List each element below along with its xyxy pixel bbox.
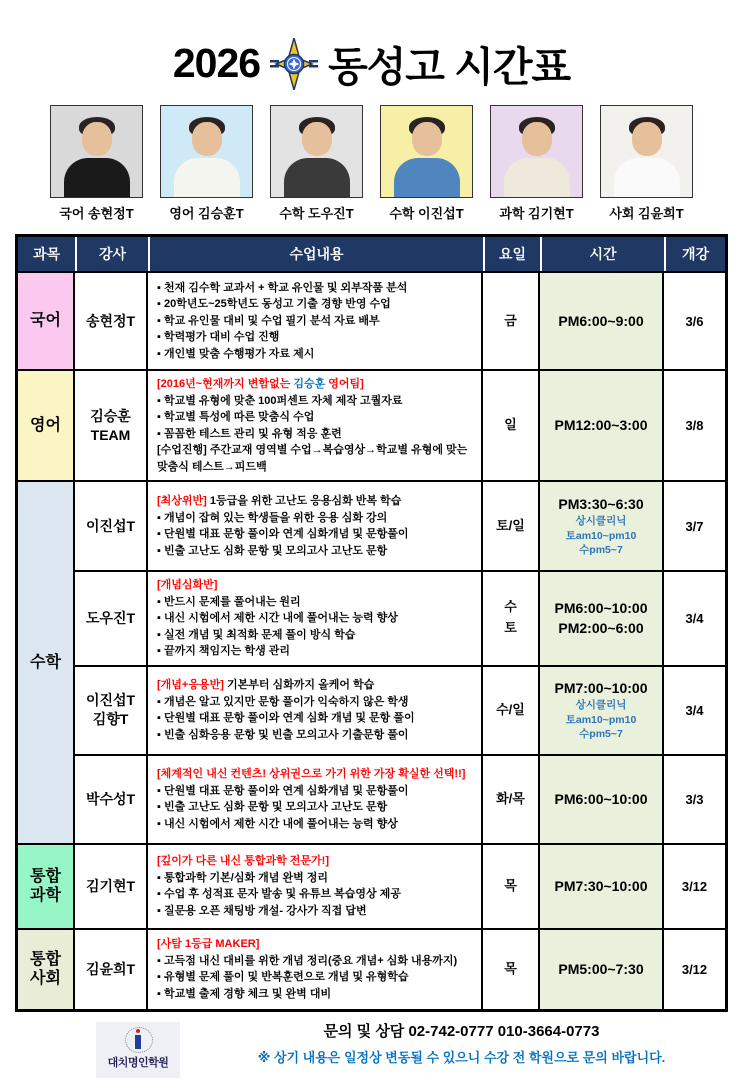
time-cell: PM12:00~3:00 <box>540 371 664 480</box>
day-cell: 일 <box>483 371 540 480</box>
content-cell: [2016년~현재까지 변함없는 김승훈 영어팀] ▪ 학교별 유형에 맞춘 100퍼센트 자체 제작 고퀄자료 ▪ 학교별 특성에 따른 맞춤식 수업 ▪ 꼼꼼한 테스트 관리 및 유형 적응 훈련 [수업진행] 주간교재 영역별 수업→복습영상→학교별 유형에 맞는 맞춤식 테스트→피드백 <box>148 371 483 480</box>
teacher-photo <box>160 105 253 198</box>
header-cell-teacher: 강사 <box>75 237 148 271</box>
academy-logo <box>96 1022 180 1078</box>
start-date-cell: 3/4 <box>685 610 704 626</box>
subject-cell: 영어 <box>18 371 75 480</box>
day-cell: 목 <box>483 930 540 1009</box>
teacher-caption: 사회 김윤희T <box>609 206 684 221</box>
page-title <box>0 34 743 93</box>
header-cell-content: 수업내용 <box>148 237 483 271</box>
timetable <box>15 234 728 1012</box>
table-row <box>75 845 725 928</box>
table-header <box>18 237 725 271</box>
content-cell: [체계적인 내신 컨텐츠! 상위권으로 가기 위한 가장 확실한 선택!!] ▪ 단원별 대표 문항 풀이와 연계 심화개념 및 문항풀이 ▪ 빈출 고난도 심화 문항 및 모의고사 고난도 문항 ▪ 내신 시험에서 제한 시간 내에 풀어내는 능력 향상 <box>148 756 483 843</box>
teacher-cell: 이진섭T <box>75 482 148 570</box>
teacher-card <box>160 105 253 222</box>
subject-group-rows <box>75 930 725 1009</box>
face-shape <box>412 122 442 156</box>
subject-group-rows <box>75 371 725 480</box>
teacher-photo <box>380 105 473 198</box>
teacher-photo <box>600 105 693 198</box>
teacher-card <box>380 105 473 222</box>
content-cell: [개념심화반] ▪ 반드시 문제를 풀어내는 원리 ▪ 내신 시험에서 제한 시간 내에 풀어내는 능력 향상 ▪ 실전 개념 및 최적화 문제 풀이 방식 학습 ▪ 끝까지 책임지는 학생 관리 <box>148 572 483 665</box>
teacher-card <box>50 105 143 222</box>
subject-group-rows <box>75 482 725 843</box>
face-shape <box>82 122 112 156</box>
start-date-cell: 3/6 <box>685 313 704 329</box>
time-cell: PM3:30~6:30 상시클리닉 토am10~pm10 수pm5~7 <box>540 482 664 570</box>
teacher-cell: 김승훈 TEAM <box>75 371 148 480</box>
teacher-photos <box>0 105 743 222</box>
content-cell: ▪ 천재 김수학 교과서 + 학교 유인물 및 외부작품 분석 ▪ 20학년도~25학년도 동성고 기출 경향 반영 수업 ▪ 학교 유인물 대비 및 수업 필기 분석 자료 배부 ▪ 학력평가 대비 수업 진행 ▪ 개인별 맞춤 수행평가 자료 제시 <box>148 273 483 369</box>
title-year: 2026 <box>172 40 261 86</box>
subject-cell: 통합 사회 <box>18 930 75 1009</box>
logo-text: 대치명인학원 <box>107 1057 169 1069</box>
content-cell: [개념+응용반] 기본부터 심화까지 올케어 학습 ▪ 개념은 알고 있지만 문항 풀이가 익숙하지 않은 학생 ▪ 단원별 대표 문항 풀이와 연계 심화 개념 및 문항 풀이 ▪ 빈출 심화응용 문항 및 빈출 모의고사 기출문항 풀이 <box>148 667 483 754</box>
table-row <box>75 570 725 665</box>
subject-group-row <box>18 928 725 1009</box>
subject-group-row <box>18 271 725 369</box>
teacher-cell: 이진섭T 김향T <box>75 667 148 754</box>
time-cell: PM5:00~7:30 <box>540 930 664 1009</box>
teacher-cell: 도우진T <box>75 572 148 665</box>
table-row <box>75 665 725 754</box>
time-cell: PM6:00~9:00 <box>540 273 664 369</box>
day-cell: 수/일 <box>483 667 540 754</box>
subject-group-row <box>18 369 725 480</box>
attire-shape <box>394 158 460 198</box>
day-cell: 수 토 <box>483 572 540 665</box>
time-cell: PM7:00~10:00 상시클리닉 토am10~pm10 수pm5~7 <box>540 667 664 754</box>
attire-shape <box>64 158 130 198</box>
subject-group-rows <box>75 273 725 369</box>
logo-emblem-icon <box>125 1029 151 1051</box>
face-shape <box>192 122 222 156</box>
subject-cell: 국어 <box>18 273 75 369</box>
face-shape <box>632 122 662 156</box>
footer <box>0 1020 743 1090</box>
table-row <box>75 273 725 369</box>
subject-cell: 통합 과학 <box>18 845 75 928</box>
day-cell: 토/일 <box>483 482 540 570</box>
teacher-cell: 송현정T <box>75 273 148 369</box>
start-date-cell: 3/8 <box>685 418 704 433</box>
subject-group-row <box>18 480 725 843</box>
table-row <box>75 754 725 843</box>
teacher-caption: 국어 송현정T <box>59 206 134 221</box>
time-cell: PM6:00~10:00 PM2:00~6:00 <box>540 572 664 665</box>
teacher-photo <box>270 105 363 198</box>
start-date-cell: 3/3 <box>685 791 704 807</box>
teacher-caption: 수학 도우진T <box>279 206 354 221</box>
header-cell-start: 개강 <box>664 237 725 271</box>
time-cell: PM6:00~10:00 <box>540 756 664 843</box>
teacher-caption: 과학 김기현T <box>499 206 574 221</box>
content-cell: [깊이가 다른 내신 통합과학 전문가!] ▪ 통합과학 기본/심화 개념 완벽 정리 ▪ 수업 후 성적표 문자 발송 및 유튜브 복습영상 제공 ▪ 질문용 오픈 채팅방 개설- 강사가 직접 답변 <box>148 845 483 928</box>
content-cell: [최상위반] 1등급을 위한 고난도 응용심화 반복 학습 ▪ 개념이 잡혀 있는 학생들을 위한 응용 심화 강의 ▪ 단원별 대표 문항 풀이와 연계 심화개념 및 문항풀이 ▪ 빈출 고난도 심화 문항 및 모의고사 고난도 문항 <box>148 482 483 570</box>
teacher-photo <box>490 105 583 198</box>
day-cell: 화/목 <box>483 756 540 843</box>
notice-line: ※ 상기 내용은 일정상 변동될 수 있으니 수강 전 학원으로 문의 바랍니다. <box>257 1049 666 1065</box>
face-shape <box>302 122 332 156</box>
attire-shape <box>614 158 680 198</box>
header-cell-subject: 과목 <box>32 246 61 262</box>
contact-line: 문의 및 상담 02-742-0777 010-3664-0773 <box>323 1022 600 1040</box>
table-body <box>18 271 725 1009</box>
content-cell: [사탐 1등급 MAKER] ▪ 고득점 내신 대비를 위한 개념 정리(중요 개념+ 심화 내용까지) ▪ 유형별 문제 풀이 및 반복훈련으로 개념 및 유형학습 ▪ 학교별 출제 경향 체크 및 완벽 대비 <box>148 930 483 1009</box>
page <box>0 34 743 1085</box>
table-row <box>75 482 725 570</box>
day-cell: 금 <box>483 273 540 369</box>
header-cell-time: 시간 <box>540 237 664 271</box>
start-date-cell: 3/4 <box>685 702 704 718</box>
teacher-card <box>270 105 363 222</box>
teacher-card <box>490 105 583 222</box>
attire-shape <box>174 158 240 198</box>
teacher-cell: 박수성T <box>75 756 148 843</box>
title-text: 동성고 시간표 <box>328 44 571 90</box>
header-cell-day: 요일 <box>483 237 540 271</box>
teacher-photo <box>50 105 143 198</box>
start-date-cell: 3/12 <box>681 878 708 894</box>
teacher-caption: 수학 이진섭T <box>389 206 464 221</box>
teacher-caption: 영어 김승훈T <box>169 206 244 221</box>
table-row <box>75 371 725 480</box>
attire-shape <box>504 158 570 198</box>
face-shape <box>522 122 552 156</box>
attire-shape <box>284 158 350 198</box>
time-cell: PM7:30~10:00 <box>540 845 664 928</box>
start-date-cell: 3/7 <box>685 518 704 534</box>
day-cell: 목 <box>483 845 540 928</box>
table-row <box>75 930 725 1009</box>
start-date-cell: 3/12 <box>681 961 708 977</box>
teacher-cell: 김윤희T <box>75 930 148 1009</box>
teacher-cell: 김기현T <box>75 845 148 928</box>
school-emblem-icon <box>270 38 318 90</box>
footer-texts <box>200 1020 723 1066</box>
subject-group-row <box>18 843 725 928</box>
teacher-card <box>600 105 693 222</box>
subject-group-rows <box>75 845 725 928</box>
subject-cell: 수학 <box>18 482 75 843</box>
